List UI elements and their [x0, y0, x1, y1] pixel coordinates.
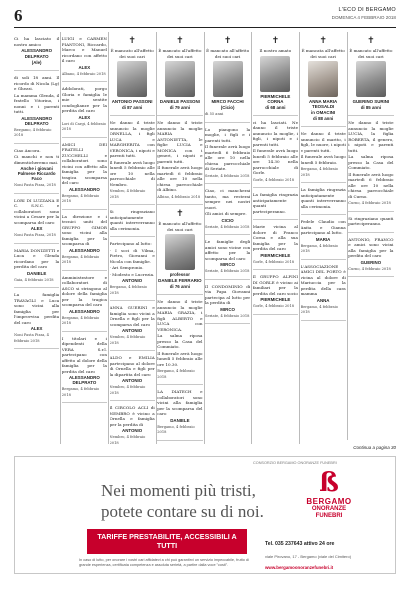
notice-text: Il CIRCOLO ACLI di NEMBRO è vicino a Ornella e famiglia per la perdita di: [109, 405, 155, 427]
column-divider: [108, 32, 109, 444]
notice-place-date: Nembro, 4 febbraio 2018: [109, 385, 146, 395]
cross-icon: ✝: [128, 36, 136, 46]
deceased-name: ALESSANDRO: [69, 186, 100, 192]
notice-place-date: Bergamo, 4 febbraio 2018: [14, 127, 52, 137]
notice-text: Amministratore e collaboratori di ASCO si stringono al dolore della famiglia per la tragica scomparsa del caro: [61, 274, 107, 307]
column-divider: [156, 32, 157, 444]
deceased-name: di 79 anni: [169, 105, 190, 110]
notice-text: La salma riposa presso la Casa del Commiato.: [157, 333, 203, 349]
deceased-name: ALEX: [30, 226, 43, 231]
deceased-name: MARIA: [315, 236, 331, 242]
notice-text: Il funerale avrà luogo martedì 6 febbraio alle ore 10 nella chiesa parrocchiale di Seriate.: [205, 144, 251, 171]
notice-intro: È mancato all'affetto dei suoi cari: [206, 48, 250, 59]
obituary-notice: [62, 210, 107, 271]
notice-text: Ci ha lasciato il nostro amico: [14, 36, 60, 47]
ad-headline-2: potete contare su di noi.: [101, 502, 264, 521]
obituary-notice: [62, 332, 107, 404]
notice-text: Ne danno il triste annuncio il marito, i figli, le nuore, i nipoti e parenti tutti.: [300, 131, 346, 153]
deceased-name: di 76 anni: [169, 284, 190, 289]
notice-text: Gli amici di sempre.: [205, 211, 247, 216]
deceased-name: PIERMICHELE: [260, 252, 291, 258]
portrait-photo: [165, 61, 195, 97]
obituary-notice: [14, 71, 59, 144]
deceased-name: GUERINO SURINI: [352, 99, 390, 104]
cross-icon: ✝: [176, 209, 184, 219]
notice-place-date: Bergamo, 4 febbraio 2018: [157, 369, 195, 379]
deceased-name: di 85 anni: [360, 105, 381, 110]
obituary-notice: [157, 295, 202, 385]
deceased-name: DANIELE: [26, 270, 47, 276]
funeral-home-ad: [14, 456, 396, 574]
notice-intro: È mancato all'affetto dei suoi cari: [110, 48, 154, 59]
notice-text: - Ari Sempronio.: [109, 265, 144, 270]
notice-intro: Il nostro amato: [259, 48, 292, 53]
obituary-notice: [157, 205, 202, 295]
deceased-name: di 68 anni: [265, 104, 286, 110]
deceased-name: di 88 anni: [312, 116, 334, 121]
notice-text: La famiglia ringrazia anticipatamente quanti parteciperanno.: [252, 192, 298, 214]
notice-place-date: Albano, 4 febbraio 2018: [61, 71, 106, 76]
notice-place-date: Gorle, 4 febbraio 2018: [252, 304, 295, 308]
notice-text: Si ringraziano quanti parteciperanno.: [348, 215, 394, 226]
notice-text: Il funerale avrà luogo martedì 6 febbraio alle ore 10 nella chiesa parrocchiale di Albino.: [157, 165, 203, 192]
notice-place-date: Albino, 4 febbraio 2018: [157, 194, 201, 199]
obituary-notice: [110, 351, 155, 401]
obituary-notice: [62, 32, 107, 82]
obituary-notice: [301, 32, 346, 127]
ad-consortium-line: CONSORZIO BERGAMO ONORANZE FUNEBRI: [253, 461, 337, 465]
notice-place-date: Bergamo, 4 febbraio 2018: [61, 254, 100, 264]
portrait-photo: [260, 56, 290, 92]
notice-place-date: Bergamo, 4 febbraio 2018: [61, 315, 100, 325]
deceased-name: ANTONIO PASSONI: [111, 99, 153, 104]
deceased-name: MIRCO: [220, 262, 235, 267]
notice-text: ANTONIO, FRANCO e amici sono vicini alla famiglia per la perdita del caro: [348, 236, 394, 258]
obituary-notice: [253, 270, 298, 315]
column-4: [157, 32, 202, 444]
obituary-notice: [14, 194, 59, 244]
obituary-notice: [14, 32, 59, 71]
column-divider: [60, 32, 61, 444]
notice-text: Fedele Claudio con Anita e Gianna partecipano al lutto.: [300, 219, 346, 235]
obituary-notice: [157, 116, 202, 205]
column-5: [205, 32, 250, 444]
deceased-name: ALEX: [30, 326, 43, 331]
notice-text: LORI DI LUZZANA E C. S.N.C. e collaboratori sono vicini a Cesare per la scomparsa del caro: [14, 197, 60, 225]
deceased-name: (Ale): [31, 60, 42, 65]
cross-icon: ✝: [223, 36, 232, 46]
obituary-notice: [62, 271, 107, 332]
notice-intro: È mancata all'affetto dei suoi cari: [301, 48, 345, 59]
notice-place-date: Lori di Cargi, 4 febbraio 2018: [61, 121, 106, 131]
obituary-notice: [301, 215, 346, 260]
ad-logo-mark-icon: ß: [319, 468, 339, 498]
ad-headline-1: Nei momenti più tristi,: [101, 481, 256, 500]
notice-text: Ne danno il triste annuncio la moglie LUCIA, la figlia ROBERTA, il genero, i nipoti e parenti tutti.: [348, 120, 394, 153]
notice-place-date: Gorle, 4 febbraio 2018: [252, 177, 295, 182]
notice-place-date: Noni Pasta Pizza, 4 febbraio 2018: [14, 333, 49, 343]
column-divider: [347, 32, 348, 440]
obituary-notice: [14, 288, 59, 349]
deceased-name: CICIO: [221, 217, 234, 223]
column-divider: [251, 32, 252, 444]
deceased-name: DANIELE FERRARIO: [158, 278, 202, 283]
notice-text: LA DIATECH e collaboratori sono vicini alla famiglia per la scomparsa del caro: [157, 389, 203, 416]
deceased-name: ALESSANDRO DELPRATO: [21, 115, 52, 126]
obituary-notice: [301, 183, 346, 215]
column-7: [301, 32, 346, 444]
deceased-name: ALESSANDRO: [69, 247, 100, 253]
obituary-notice: [301, 260, 346, 321]
column-8: [348, 32, 393, 440]
deceased-name: ANTONIO: [122, 278, 143, 283]
deceased-name: in OMACINI: [311, 110, 336, 115]
notice-place-date: Nembro, 4 febbraio 2018: [109, 189, 146, 199]
notice-text: ANNA GUERINI e famiglia sono vicini a Ornella e figli per la scomparsa del caro: [109, 305, 155, 327]
obituary-notice: [205, 235, 250, 280]
obituary-notice: [348, 116, 393, 212]
obituary-notice: [157, 441, 202, 445]
notice-text: La famiglia ringrazia anticipatamente quanti interverranno alla cerimonia.: [300, 187, 346, 209]
notice-place-date: Gorle, 4 febbraio 2018: [252, 259, 295, 264]
cross-icon: ✝: [271, 36, 280, 46]
notice-text: Ciao Ancora.: [14, 147, 41, 153]
notice-text: L'ASSOCIAZIONE AMICI DEL PORTO è vicina al dolore di Mariuccia per la perdita della cara mamma: [300, 263, 346, 296]
notice-text: Addolorati, porgo Gloria e famiglia le mie sentite condoglianze per la perdita del caro: [61, 86, 107, 113]
column-3: [110, 32, 155, 444]
obituary-notice: [157, 32, 202, 116]
deceased-name: PIERMICHELE CORNA: [260, 93, 291, 104]
obituary-notice: [205, 280, 250, 325]
deceased-name: Anche i giovani Palmese Riccardo Faco: [17, 166, 56, 181]
obituary-notice: [205, 184, 250, 235]
notice-place-date: Bergamo, 4 febbraio 2018: [61, 193, 100, 203]
ad-phone: Tel. 035 237643 attivo 24 ore: [265, 541, 335, 547]
notice-place-date: Noni Pasta Pizza, 2018: [14, 183, 56, 187]
deceased-name: DANIELE: [170, 417, 190, 423]
ad-logo: [275, 469, 383, 520]
notice-place-date: Bergamo, 4 febbraio 2018: [157, 424, 195, 434]
notice-place-date: Bergamo, 4 febbraio 2018: [300, 304, 338, 314]
obituary-notice: [110, 116, 155, 205]
notice-text: Ci manchi e non ti dimenticheremo mai.: [14, 154, 60, 165]
ad-website[interactable]: www.bergamoonoranzefunebri.it: [265, 565, 334, 570]
ad-brand-1: BERGAMO: [306, 497, 352, 506]
obituary-notice: [110, 401, 155, 444]
portrait-photo: [356, 61, 386, 97]
notice-text: ci ha lasciati. Ne danno il triste annuncio la moglie, i figli, i nipoti e i parenti tutti.: [252, 119, 298, 147]
notice-place-date: Bergamo, 4 febbraio 2018: [300, 167, 338, 177]
ad-address: viale Pirovano, 17 - Bergamo (viale del Cimitero): [265, 554, 352, 559]
deceased-name: DELPRATO: [24, 54, 49, 59]
portrait-photo: [213, 61, 243, 97]
obituary-notice: [348, 32, 393, 116]
deceased-name: ALESSANDRO: [21, 48, 52, 53]
notice-place-date: Nembro, 4 febbraio 2018: [109, 435, 146, 444]
deceased-name: ANNA: [316, 297, 330, 303]
deceased-name: ANTONIO: [122, 378, 143, 383]
notice-text: - I soci di Vilma, Pietro, Giovanni e Nicola con famiglie.: [109, 247, 155, 264]
ad-feature-banner: TARIFFE PRESTABILITE, ACCESSIBILI A TUTTI: [87, 529, 247, 554]
notice-text: AMICI DEI FRATELLI ZUCCHELLI e collaboratori sono vicini con affetto alla famiglia per la tragica scomparsa del caro: [61, 141, 107, 185]
notice-place-date: Bergamo, 4 febbraio 2018: [300, 243, 338, 253]
notice-text: Partecipano al lutto:: [109, 241, 152, 246]
notice-text: MARIA DONIZETTI e Luca e Glenda ricordano per la perdita del caro: [14, 247, 60, 269]
notice-intro: È mancato all'affetto dei suoi cari: [158, 48, 202, 59]
deceased-name: ALEX: [78, 64, 91, 70]
notice-text: - Modesto e Lucrezia.: [109, 271, 155, 277]
obituary-notice: [14, 144, 59, 194]
notice-place-date: di 55 anni: [205, 112, 224, 116]
cross-icon: ✝: [176, 36, 184, 46]
obituary-notice: [14, 244, 59, 289]
obituary-notice: [62, 82, 107, 138]
notice-text: La mamma Glenda, il fratello Vitorino, i nonni e i parenti tutti.: [14, 92, 60, 114]
notice-place-date: Bergamo, 4 febbraio 2018: [109, 285, 147, 295]
portrait-photo: [117, 61, 147, 97]
notice-place-date: Seriate, 4 febbraio 2018: [205, 313, 250, 318]
obituary-notice: [205, 123, 250, 185]
deceased-name: ALEX: [78, 114, 91, 120]
deceased-name: PIERMICHELE: [260, 297, 291, 302]
obituary-notice: [253, 220, 298, 270]
portrait-photo: [165, 234, 195, 270]
deceased-name: ALESSANDRO DELPRATO: [69, 375, 100, 385]
notice-intro: È mancato all'affetto dei suoi cari: [349, 48, 393, 59]
notice-place-date: Seriate, 4 febbraio 2018: [205, 173, 250, 178]
obituary-notice: [253, 32, 298, 116]
obituary-notice: [110, 301, 155, 351]
obituary-notice: [157, 385, 202, 441]
column-divider: [204, 32, 205, 444]
portrait-photo: [308, 61, 338, 97]
obituary-notice: [348, 233, 393, 278]
column-1: [14, 32, 59, 444]
notice-text: Ne danno il triste annuncio la moglie ORNELLA, i figli LUCA e MARGHERITA con VERONICA, i nipoti e parenti tutti.: [109, 120, 155, 158]
notice-text: Ne danno il triste annuncio la moglie MARIA ANTONIETTA, le figlie LUCIA e MONICA con i generi, i nipoti e parenti tutti.: [157, 120, 203, 164]
notice-text: LUIGI e CARMEN PIANTONI, Riccardo, Marco e Manuel ricordano con affetto il caro: [61, 36, 107, 63]
page-number: 6: [14, 6, 23, 25]
notice-text: Il funerale avrà luogo lunedì 5 febbraio.: [300, 154, 346, 165]
column-divider: [299, 32, 300, 444]
notice-text: Ciao, ci mancherai tanto, ma resterai sempre nei nostri cuori.: [205, 188, 251, 210]
continues-note: Continua a pagina 30: [353, 445, 396, 450]
notice-text: Il funerale avrà luogo lunedì 5 febbraio alle ore 14.30 nella parrocchiale di Gorle.: [252, 148, 298, 175]
notice-place-date: Bergamo, 4 febbraio 2018: [61, 387, 100, 397]
notice-text: I titolari e i dipendenti della VERA S.r.l. partecipano con affetto al dolore della famiglia per la perdita del caro: [61, 335, 107, 374]
page-header: [14, 6, 396, 28]
notice-text: Il funerale avrà luogo lunedì 5 febbraio alle ore 10.30.: [157, 350, 203, 367]
ad-brand-2: ONORANZE: [311, 506, 347, 512]
obituary-notice: [253, 188, 298, 220]
deceased-name: ANTONIO: [122, 428, 143, 433]
deceased-name: ALESSANDRO: [69, 308, 100, 314]
notice-text: Il funerale avrà luogo lunedì 5 febbraio alle ore 10 nella parrocchiale di Nembro.: [109, 159, 155, 187]
column-2: [62, 32, 107, 444]
notice-text: La direzione e i tecnici uniti del GRUPPO GIMOR sono vicini alla famiglia per la scomparsa di: [61, 213, 107, 246]
obituary-notice: [301, 127, 346, 183]
deceased-name: DANIELE PASSONI: [159, 99, 200, 104]
deceased-name: MIRCO FACCHI: [211, 99, 244, 104]
notice-place-date: Seriate, 4 febbraio 2018: [205, 269, 250, 273]
notice-text: Il CONDOMINIO di via Papa Giovanni partecipa al lutto per la perdita di: [205, 283, 251, 305]
notice-text: Marie vicina al dolore di Franco Corna e alla sua famiglia per la perdita del caro: [252, 224, 298, 251]
notice-place-date: Curno, 4 febbraio 2018: [348, 266, 391, 271]
ad-body-text: In caso di lutto, per onorare i vostri cari affidatevi a chi può garantirvi un servizio impeccabile, frutto di grande esperienza, certificata competenza e assoluta serietà, a partire dalla voce "costi".: [79, 558, 249, 567]
deceased-name: ANNA MARIA TEOSALDI: [309, 99, 338, 109]
notice-text: Ne danno il triste annuncio la moglie MARIA GRAZIA, i figli ALBERTO e LUCA con VERONICA.: [157, 299, 203, 332]
notice-text: di soli 18 anni. Il ricordo di Nicola (Lg) e Ghezzi.: [14, 75, 60, 91]
deceased-name: ANTONIO: [122, 328, 143, 333]
obituary-notice: [253, 116, 298, 189]
issue-date: DOMENICA 4 FEBBRAIO 2018: [331, 15, 396, 20]
notice-text: La salma riposa presso la Casa del Commiato.: [348, 154, 394, 170]
notice-place-date: Nembro, 4 febbraio 2018: [109, 335, 146, 345]
newspaper-name: L'ECO DI BERGAMO: [338, 7, 396, 13]
notice-place-date: Noni Pasta Pizza, 2018: [14, 233, 56, 237]
cross-icon: ✝: [367, 36, 375, 46]
notice-text: Le famiglie degli amici sono vicine con affetto per la scomparsa del caro: [205, 239, 251, 261]
deceased-name: professor: [169, 272, 190, 277]
obituary-notice: [205, 32, 250, 123]
deceased-name: GUERINO: [360, 259, 382, 265]
obituary-notice: [62, 138, 107, 210]
deceased-name: di 87 anni: [121, 105, 143, 110]
obituary-notice: [110, 237, 155, 301]
obituary-notice: [110, 205, 155, 237]
deceased-name: (Cicio): [220, 105, 235, 110]
notice-place-date: Seriate, 4 febbraio 2018: [205, 224, 250, 229]
deceased-name: MIRCO: [220, 306, 235, 312]
notice-text: Lo piangono la moglie, i figli e i parenti tutti.: [205, 126, 251, 143]
notice-text: Il funerale avrà luogo martedì 6 febbraio alle ore 10 nella chiesa parrocchiale di Curno.: [348, 171, 394, 199]
obituary-notice: [348, 212, 393, 233]
notice-intro: È mancato all'affetto dei suoi cari: [158, 221, 202, 232]
notice-text: Si ringraziano anticipatamente quanti interverranno alla cerimonia.: [109, 209, 155, 231]
notice-text: Il GRUPPO ALPINI DI GORLE è vicino ai familiari per la perdita del caro socio: [252, 274, 298, 296]
notice-text: ALDO e EMILIA partecipano al dolore di Ornella e figli per la dipartita del caro: [109, 355, 155, 377]
notice-place-date: Gaia, 4 febbraio 2018: [14, 277, 54, 282]
notice-place-date: Curno, 4 febbraio 2018: [348, 201, 391, 205]
column-6: [253, 32, 298, 444]
notice-text: La famiglia TRAVAGLI e Luca sono vicini alla famiglia per l'improvvisa perdita del caro: [14, 292, 60, 325]
cross-icon: ✝: [319, 36, 327, 46]
ad-brand-3: FUNEBRI: [315, 513, 343, 519]
obituary-notice: [110, 32, 155, 116]
